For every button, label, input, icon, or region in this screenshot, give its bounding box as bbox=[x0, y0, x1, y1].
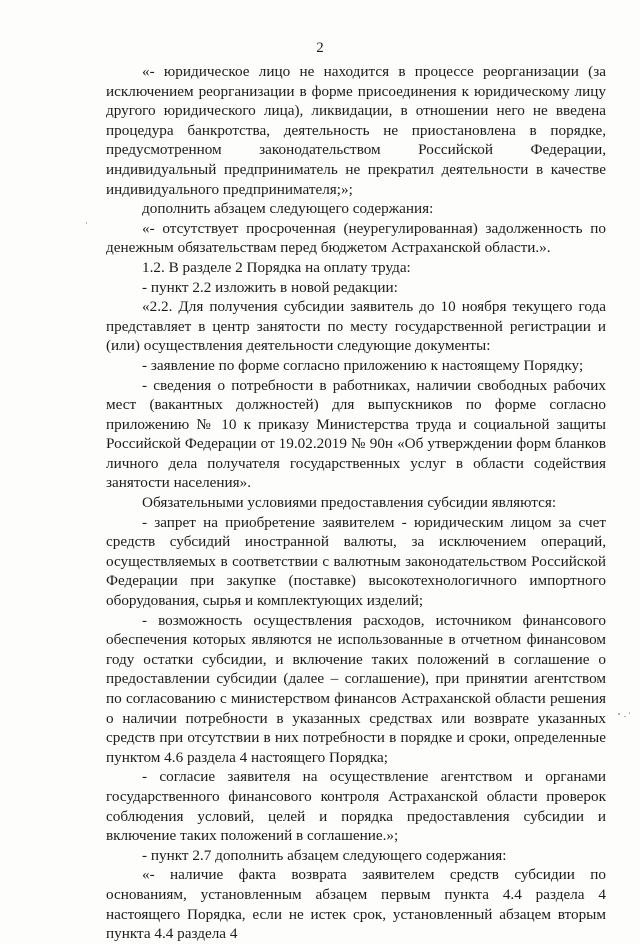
scan-speck bbox=[629, 712, 630, 714]
scan-speck bbox=[618, 713, 620, 715]
paragraph: дополнить абзацем следующего содержания: bbox=[142, 200, 434, 218]
paragraph: «2.2. Для получения субсидии заявитель до 10 ноября текущего года представляет в центр занятости по месту государственной регистрации и (или) осуществления деятельности следующие документы: bbox=[106, 298, 606, 355]
paragraph: - пункт 2.2 изложить в новой редакции: bbox=[142, 278, 398, 296]
paragraph: - возможность осуществления расходов, источником финансового обеспечения которых являются не использованные в отчетном финансовом году остатки субсидии, и включение таких положений в соглашение о предоставлении субсидии (далее – соглашение), при принятии агентством по согласованию с министерством финансов Астраханской области решения о наличии потребности в указанных средствах или возврате указанных средств при отсутствии в них потребности в порядке и сроки, определенные пунктом 4.6 раздела 4 настоящего Порядка; bbox=[106, 611, 606, 766]
paragraph: - сведения о потребности в работниках, наличии свободных рабочих мест (вакантных должностей) для выпускников по форме согласно приложению № 10 к приказу Министерства труда и социальной защиты Российской Федерации от 19.02.2019 № 90н «Об утверждении форм бланков личного дела получателя государственных услуг в области содействия занятости населения». bbox=[106, 376, 606, 492]
paragraph: - запрет на приобретение заявителем - юридическим лицом за счет средств субсидий иностранной валюты, за исключением операций, осуществляемых в соответствии с валютным законодательством Российской Федерации при закупке (поставке) высокотехнологичного импортного оборудования, сырья и комплектующих изделий; bbox=[106, 513, 606, 610]
paragraph: - пункт 2.7 дополнить абзацем следующего содержания: bbox=[142, 846, 507, 864]
scan-speck bbox=[624, 716, 626, 717]
scan-speck bbox=[86, 222, 87, 224]
paragraph: «- юридическое лицо не находится в процессе реорганизации (за исключением реорганизации в форме присоединения к юридическому лицу другого юридического лица), ликвидации, в отношении него не введена процедура банкротства, деятельность не приостановлена в порядке, предусмотренном законодательством Российской Федерации, индивидуальный предприниматель не прекратил деятельности в качестве индивидуального предпринимателя;»; bbox=[106, 63, 606, 198]
page-number: 2 bbox=[316, 40, 324, 56]
paragraph: - согласие заявителя на осуществление агентством и органами государственного финансового контроля Астраханской области проверок соблюдения условий, целей и порядка предоставления субсидии и включение таких положений в соглашение.»; bbox=[106, 768, 606, 845]
document-body bbox=[106, 62, 606, 944]
paragraph: - заявление по форме согласно приложению к настоящему Порядку; bbox=[142, 356, 584, 374]
paragraph: «- наличие факта возврата заявителем средств субсидии по основаниям, установленным абзацем первым пункта 4.4 раздела 4 настоящего Порядка, если не истек срок, установленный абзацем вторым пункта 4.4 раздела 4 bbox=[106, 866, 606, 943]
paragraph: 1.2. В разделе 2 Порядка на оплату труда: bbox=[142, 258, 411, 276]
paragraph: Обязательными условиями предоставления субсидии являются: bbox=[142, 494, 557, 512]
paragraph: «- отсутствует просроченная (неурегулированная) задолженность по денежным обязательствам перед бюджетом Астраханской области.». bbox=[106, 219, 606, 257]
